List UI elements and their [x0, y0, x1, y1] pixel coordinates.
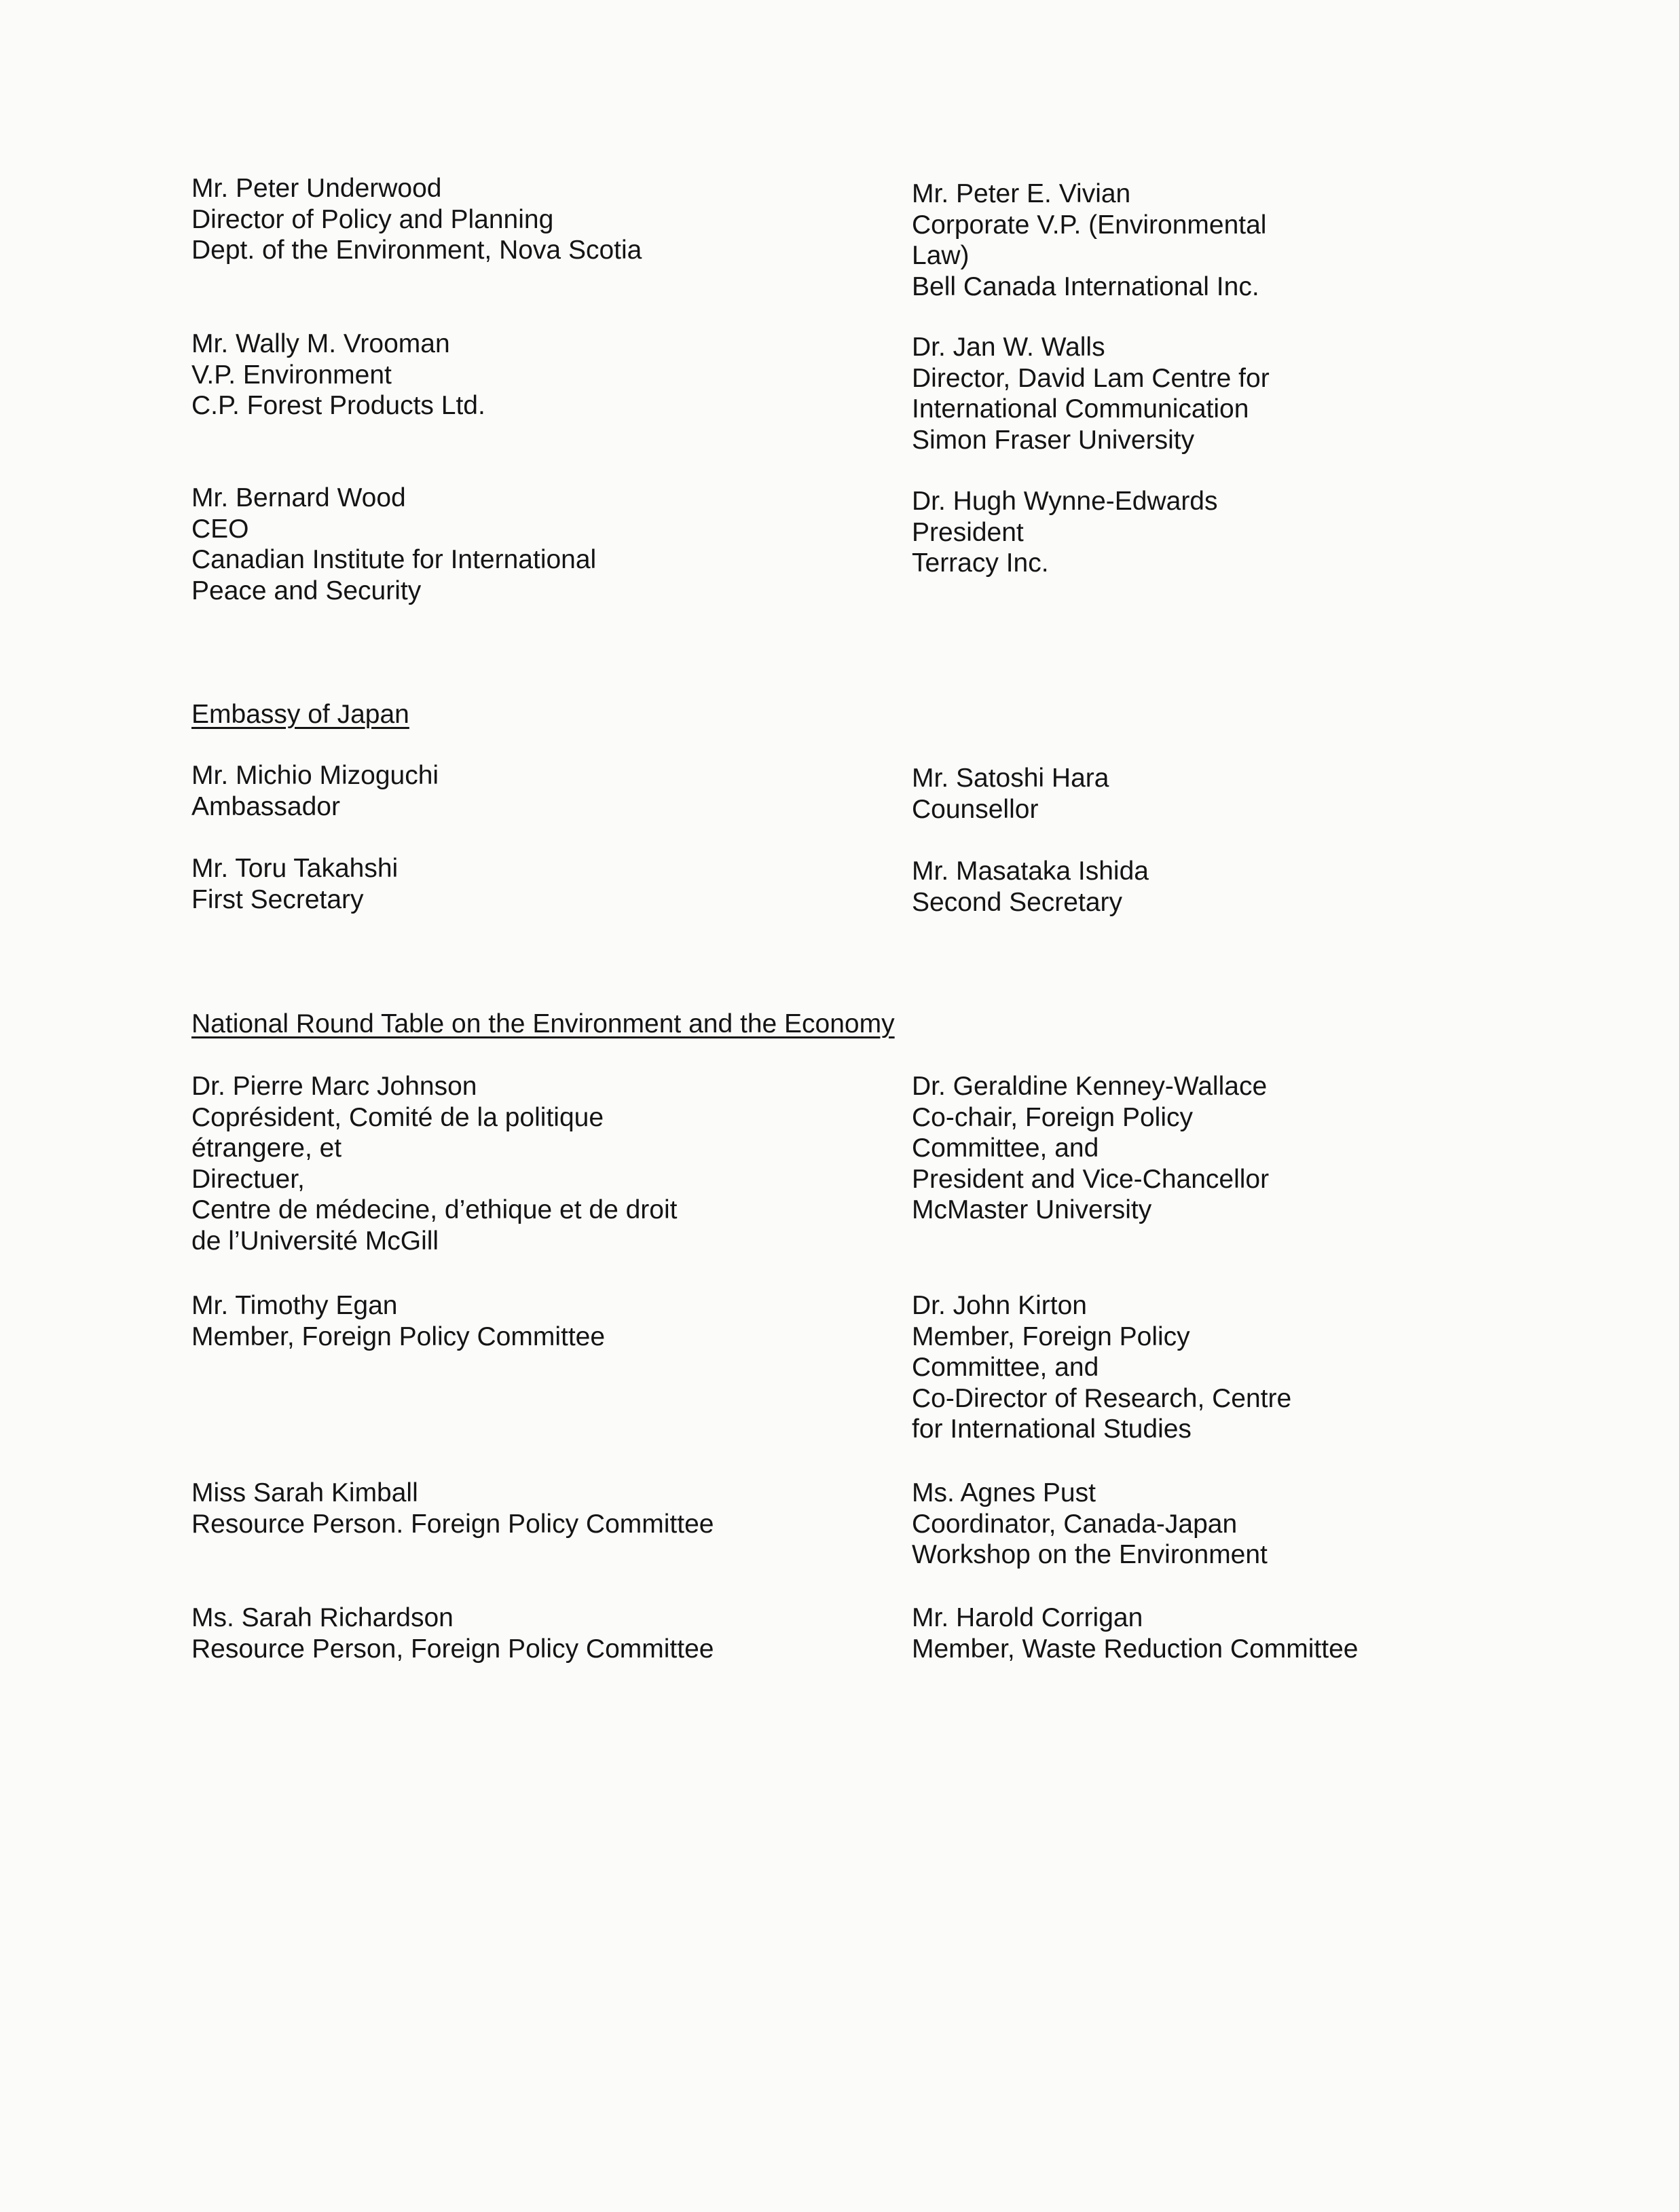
participant-organization: McMaster University	[912, 1195, 1152, 1224]
participant-organization: Terracy Inc.	[912, 548, 1049, 578]
participant-title: International Communication	[912, 394, 1249, 424]
participant-name: Mr. Michio Mizoguchi	[191, 761, 439, 790]
participant-entry	[912, 856, 1149, 918]
participant-organization: for International Studies	[912, 1414, 1192, 1444]
participant-title: President	[912, 517, 1024, 547]
participant-entry	[191, 760, 439, 822]
participant-title: Law)	[912, 241, 970, 270]
participant-entry	[912, 486, 1218, 579]
participant-entry	[912, 332, 1270, 455]
participant-title: Workshop on the Environment	[912, 1540, 1268, 1569]
participant-name: Dr. Pierre Marc Johnson	[191, 1072, 477, 1101]
participant-title: President and Vice-Chancellor	[912, 1164, 1270, 1194]
participant-name: Dr. Hugh Wynne-Edwards	[912, 487, 1218, 516]
participant-name: Mr. Peter Underwood	[191, 174, 442, 203]
participant-title: Co-Director of Research, Centre	[912, 1383, 1292, 1413]
participant-title: Corporate V.P. (Environmental	[912, 210, 1267, 240]
participant-title: Counsellor	[912, 794, 1039, 824]
participant-title: Coprésident, Comité de la politique	[191, 1102, 604, 1132]
participant-title: V.P. Environment	[191, 360, 392, 390]
participant-name: Dr. Geraldine Kenney-Wallace	[912, 1072, 1268, 1101]
participant-name: Mr. Timothy Egan	[191, 1291, 398, 1320]
participant-title: Member, Foreign Policy	[912, 1321, 1190, 1351]
participant-organization: Canadian Institute for International	[191, 545, 597, 574]
participant-name: Mr. Toru Takahshi	[191, 854, 399, 883]
participant-name: Mr. Bernard Wood	[191, 483, 406, 512]
participant-name: Mr. Peter E. Vivian	[912, 179, 1131, 208]
section-heading: National Round Table on the Environment and the Economy	[191, 1009, 895, 1038]
participant-entry	[912, 1478, 1268, 1571]
participant-title: Co-chair, Foreign Policy	[912, 1102, 1193, 1132]
participant-organization: C.P. Forest Products Ltd.	[191, 391, 485, 420]
participant-entry	[912, 1071, 1269, 1226]
participant-entry	[191, 1290, 605, 1352]
participant-title: Coordinator, Canada-Japan	[912, 1509, 1238, 1539]
participant-title: Resource Person, Foreign Policy Committee	[191, 1634, 714, 1664]
participant-organization: Dept. of the Environment, Nova Scotia	[191, 236, 642, 265]
participant-title: First Secretary	[191, 884, 364, 914]
section-heading: Embassy of Japan	[191, 700, 409, 729]
participant-name: Dr. Jan W. Walls	[912, 333, 1105, 362]
participant-title: Member, Foreign Policy Committee	[191, 1321, 606, 1351]
participant-title: Director of Policy and Planning	[191, 204, 554, 234]
participant-name: Dr. John Kirton	[912, 1291, 1087, 1320]
participant-entry	[191, 329, 485, 421]
participant-title: Member, Waste Reduction Committee	[912, 1634, 1359, 1664]
participant-organization: Peace and Security	[191, 576, 422, 605]
participant-name: Ms. Agnes Pust	[912, 1478, 1096, 1507]
participant-title: Second Secretary	[912, 887, 1123, 917]
participant-organization: Centre de médecine, d’ethique et de droit	[191, 1195, 678, 1224]
participant-entry	[191, 483, 596, 606]
participant-title: Resource Person. Foreign Policy Committee	[191, 1509, 714, 1539]
participant-name: Mr. Wally M. Vrooman	[191, 329, 450, 358]
participant-title: Director, David Lam Centre for	[912, 363, 1270, 393]
participant-name: Mr. Harold Corrigan	[912, 1603, 1143, 1632]
participant-entry	[191, 853, 398, 915]
participant-organization: Bell Canada International Inc.	[912, 271, 1259, 301]
participant-entry	[912, 763, 1109, 825]
participant-title: Committee, and	[912, 1133, 1099, 1163]
participant-entry	[191, 1602, 714, 1664]
participant-name: Mr. Masataka Ishida	[912, 857, 1149, 886]
participant-entry	[912, 1602, 1358, 1664]
participant-name: Miss Sarah Kimball	[191, 1478, 418, 1507]
participant-title: étrangere, et	[191, 1133, 342, 1163]
participant-entry	[191, 1071, 677, 1256]
participant-title: Directuer,	[191, 1164, 305, 1194]
participant-title: Ambassador	[191, 791, 340, 821]
participant-organization: de l’Université McGill	[191, 1226, 439, 1256]
participant-title: CEO	[191, 514, 249, 544]
participant-name: Ms. Sarah Richardson	[191, 1603, 454, 1632]
participant-title: Committee, and	[912, 1353, 1099, 1382]
participant-organization: Simon Fraser University	[912, 425, 1195, 455]
participant-entry	[912, 179, 1266, 302]
participant-entry	[191, 1478, 714, 1539]
participant-entry	[191, 173, 642, 266]
participant-entry	[912, 1290, 1291, 1445]
participant-name: Mr. Satoshi Hara	[912, 764, 1109, 793]
